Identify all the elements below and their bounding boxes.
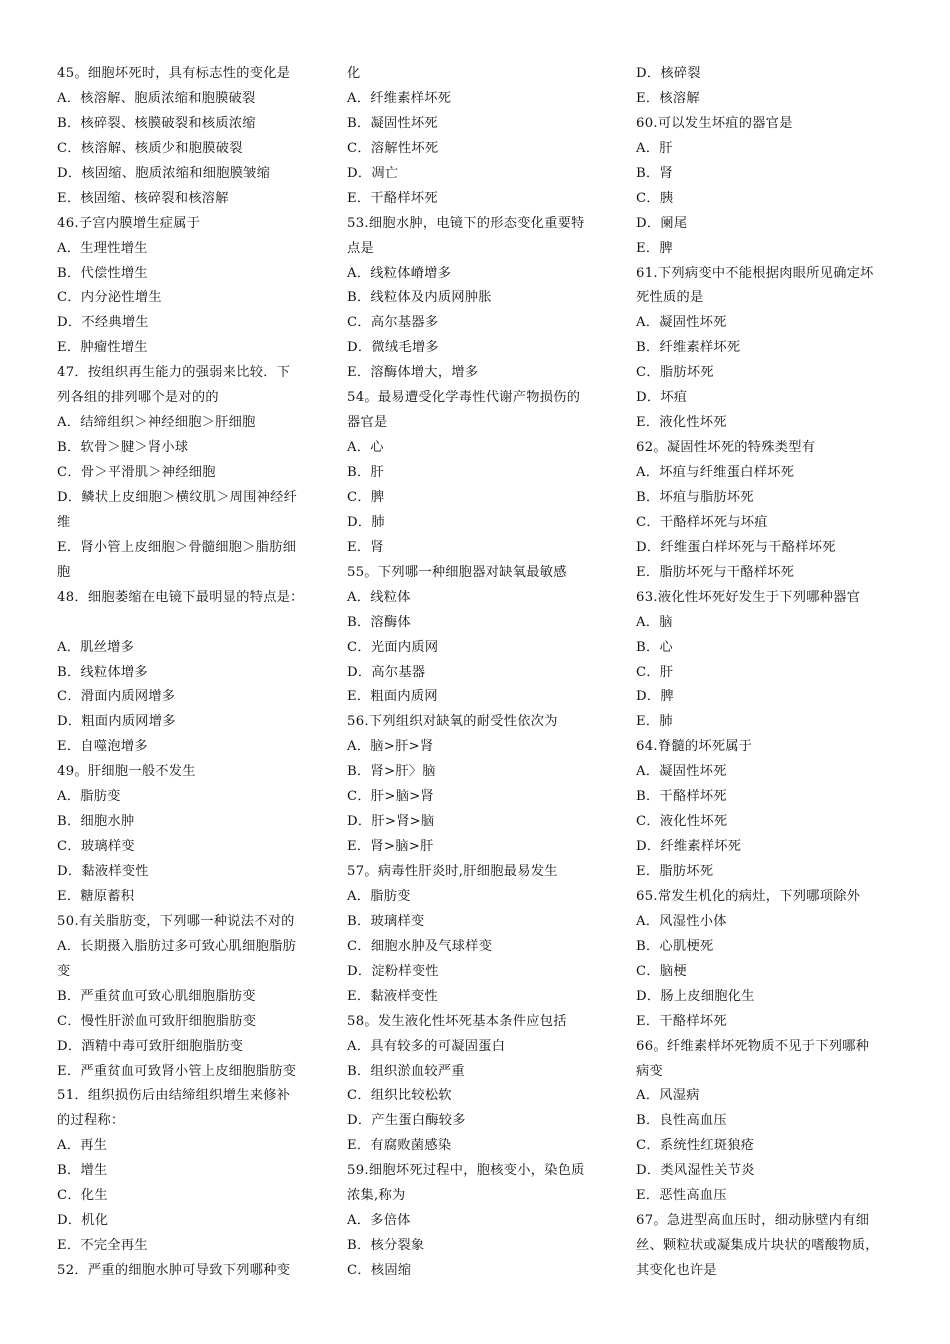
text-line: 65.常发生机化的病灶，下列哪项除外 [636, 888, 861, 904]
text-line: 56.下列组织对缺氧的耐受性依次为 [347, 714, 558, 730]
text-line: B．心 [636, 639, 673, 655]
text-line: E．肾 [347, 539, 384, 555]
text-line: D．鳞状上皮细胞＞横纹肌＞周围神经纤 [57, 489, 298, 505]
text-line: A．凝固性坏死 [636, 315, 727, 331]
text-line: C．脂肪坏死 [636, 365, 714, 381]
text-line: B．溶酶体 [347, 614, 411, 630]
text-line: 67。急进型高血压时，细动脉壁内有细 [636, 1213, 870, 1229]
text-line: D．肺 [347, 514, 385, 530]
text-line: E．脂肪坏死 [636, 864, 714, 879]
text-line: B．坏疽与脂肪坏死 [636, 489, 754, 505]
text-line: A．脑 [636, 614, 673, 630]
text-line: E．有腐败菌感染 [347, 1138, 452, 1154]
text-line: C．高尔基器多 [347, 315, 439, 331]
text-line: 46.子宫内膜增生症属于 [57, 215, 201, 231]
text-line: A．多倍体 [347, 1213, 411, 1229]
text-line: 病变 [636, 1063, 663, 1079]
text-line: E．自噬泡增多 [57, 739, 148, 755]
text-line: E．干酪样坏死 [636, 1013, 727, 1029]
text-line: B．玻璃样变 [347, 913, 425, 929]
text-line: C．细胞水肿及气球样变 [347, 938, 493, 954]
text-line: E．肾小管上皮细胞＞骨髓细胞＞脂肪细 [57, 539, 297, 555]
text-line: 变 [57, 963, 71, 979]
text-line: 胞 [57, 564, 71, 580]
text-line: 48．细胞萎缩在电镜下最明显的特点是： [57, 589, 304, 605]
text-line: E．液化性坏死 [636, 415, 727, 431]
text-line: 49。肝细胞一般不发生 [57, 764, 196, 780]
text-line: E．不完全再生 [57, 1238, 148, 1254]
text-line: C．干酪样坏死与坏疽 [636, 514, 768, 530]
text-line: B．代偿性增生 [57, 265, 148, 281]
text-line: 丝、颗粒状或凝集成片块状的嗜酸物质， [636, 1238, 879, 1254]
text-line: 58。发生液化性坏死基本条件应包括 [347, 1013, 567, 1029]
text-line: 52．严重的细胞水肿可导致下列哪种变 [57, 1263, 291, 1278]
text-column-2 [347, 62, 609, 1284]
text-line: 62。凝固性坏死的特殊类型有 [636, 440, 816, 456]
text-line: A．线粒体 [347, 589, 411, 605]
text-line: A．脑>肝>肾 [347, 739, 434, 755]
text-line: A．坏疽与纤维蛋白样坏死 [636, 465, 795, 480]
text-line: E．黏液样变性 [347, 988, 438, 1004]
text-line: 59.细胞坏死过程中，胞核变小，染色质 [347, 1163, 585, 1179]
text-line [57, 611, 319, 636]
text-line: D．微绒毛增多 [347, 340, 439, 356]
text-line: D．类风湿性关节炎 [636, 1163, 755, 1179]
text-line: A．脂肪变 [57, 789, 121, 805]
text-line: 51．组织损伤后由结缔组织增生来修补 [57, 1088, 291, 1104]
text-line: E．核溶解 [636, 90, 700, 106]
text-line: 浓集,称为 [347, 1188, 406, 1204]
text-line: D．机化 [57, 1213, 109, 1229]
text-line: C．系统性红斑狼疮 [636, 1138, 755, 1154]
text-line: D．产生蛋白酶较多 [347, 1113, 466, 1129]
text-line: B．凝固性坏死 [347, 115, 438, 131]
text-line: A．纤维素样坏死 [347, 90, 452, 106]
text-line: 57。病毒性肝炎时,肝细胞最易发生 [347, 864, 558, 879]
text-line: C．核固缩 [347, 1263, 412, 1278]
text-column-3 [636, 62, 898, 1284]
text-line: 化 [347, 66, 361, 81]
text-line: B．组织淤血较严重 [347, 1063, 465, 1079]
text-line: E．严重贫血可致肾小管上皮细胞脂肪变 [57, 1063, 297, 1079]
text-line: 55。下列哪一种细胞器对缺氧最敏感 [347, 564, 567, 580]
text-line: E．脂肪坏死与干酪样坏死 [636, 564, 795, 580]
text-line: D．核固缩、胞质浓缩和细胞膜皱缩 [57, 165, 271, 181]
text-line: E．肿瘤性增生 [57, 340, 148, 356]
text-line: A．核溶解、胞质浓缩和胞膜破裂 [57, 90, 256, 106]
text-line: 66。纤维素样坏死物质不见于下列哪种 [636, 1038, 870, 1054]
text-line: C．内分泌性增生 [57, 290, 162, 306]
text-line: A．凝固性坏死 [636, 764, 727, 780]
text-line: C．液化性坏死 [636, 814, 728, 830]
text-line: D．坏疽 [636, 390, 688, 406]
text-line: B．核分裂象 [347, 1238, 425, 1254]
text-line: E．脾 [636, 240, 673, 256]
text-line: 47．按组织再生能力的强弱来比较．下 [57, 365, 291, 381]
text-line: C．溶解性坏死 [347, 140, 439, 156]
text-line: D．核碎裂 [636, 66, 701, 81]
text-line: B．软骨＞腱＞肾小球 [57, 440, 189, 456]
text-line: B．核碎裂、核膜破裂和核质浓缩 [57, 115, 256, 131]
text-line: 器官是 [347, 415, 388, 431]
text-line: C．脑梗 [636, 963, 687, 979]
text-line: 63.液化性坏死好发生于下列哪种器官 [636, 589, 861, 605]
text-line: A．具有较多的可凝固蛋白 [347, 1038, 506, 1054]
text-line: B．纤维素样坏死 [636, 340, 741, 356]
text-line: D．脾 [636, 689, 674, 705]
text-line: 53.细胞水肿，电镜下的形态变化重要特 [347, 215, 585, 231]
text-line: B．心肌梗死 [636, 938, 714, 954]
text-line: D．肝>肾>脑 [347, 814, 435, 830]
text-line: D．凋亡 [347, 165, 399, 181]
text-line: D．淀粉样变性 [347, 963, 439, 979]
text-line: 死性质的是 [636, 290, 704, 306]
text-line: D．阑尾 [636, 215, 688, 231]
text-line: B．肾 [636, 165, 673, 181]
text-line: A．脂肪变 [347, 888, 411, 904]
text-line: A．风湿性小体 [636, 913, 727, 929]
text-line: 其变化也许是 [636, 1263, 717, 1278]
text-line: 54。最易遭受化学毒性代谢产物损伤的 [347, 390, 581, 406]
text-line: C．肝>脑>肾 [347, 789, 435, 805]
text-line: 64.脊髓的坏死属于 [636, 739, 753, 755]
text-line: A．线粒体嵴增多 [347, 265, 452, 281]
text-line: B．严重贫血可致心肌细胞脂肪变 [57, 988, 256, 1004]
text-line: C．肝 [636, 664, 674, 680]
text-line: E．核固缩、核碎裂和核溶解 [57, 190, 229, 206]
text-line: 列各组的排列哪个是对的的 [57, 390, 219, 406]
text-line: 维 [57, 514, 71, 530]
text-line: C．胰 [636, 190, 674, 206]
text-line: B．肾>肝〉脑 [347, 764, 436, 780]
text-line: B．细胞水肿 [57, 814, 135, 830]
text-line: C．骨＞平滑肌＞神经细胞 [57, 465, 216, 480]
text-line: D．酒精中毒可致肝细胞脂肪变 [57, 1038, 244, 1054]
text-line: A．结缔组织＞神经细胞＞肝细胞 [57, 415, 256, 431]
text-line: C．核溶解、核质少和胞膜破裂 [57, 140, 243, 156]
text-line: E．粗面内质网 [347, 689, 438, 705]
text-line: D．纤维素样坏死 [636, 839, 742, 855]
text-line: A．风湿病 [636, 1088, 700, 1104]
text-line: A．再生 [57, 1138, 108, 1154]
text-column-1 [57, 62, 319, 1284]
text-line: D．纤维蛋白样坏死与干酪样坏死 [636, 539, 836, 555]
text-line: C．光面内质网 [347, 639, 439, 655]
text-line: 50.有关脂肪变，下列哪一种说法不对的 [57, 913, 295, 929]
text-line: C．组织比较松软 [347, 1088, 452, 1104]
text-line: C．脾 [347, 489, 385, 505]
text-line: D．肠上皮细胞化生 [636, 988, 755, 1004]
text-line: D．高尔基器 [347, 664, 426, 680]
text-line: B．线粒体及内质网肿胀 [347, 290, 492, 306]
text-line: C．慢性肝淤血可致肝细胞脂肪变 [57, 1013, 257, 1029]
text-line: B．增生 [57, 1163, 108, 1179]
text-line: E．溶酶体增大，增多 [347, 365, 479, 381]
text-line: E．干酪样坏死 [347, 190, 438, 206]
text-line: E．恶性高血压 [636, 1188, 727, 1204]
text-line: D．黏液样变性 [57, 864, 149, 879]
text-line: A．心 [347, 440, 384, 456]
text-line: 61.下列病变中不能根据肉眼所见确定坏 [636, 265, 874, 281]
text-line: E．肾>脑>肝 [347, 839, 434, 855]
text-line: B．干酪样坏死 [636, 789, 727, 805]
text-line: C．玻璃样变 [57, 839, 135, 855]
text-line: D．粗面内质网增多 [57, 714, 176, 730]
text-line: 的过程称： [57, 1113, 125, 1129]
text-line: A．肝 [636, 140, 673, 156]
text-line: E．糖原蓄积 [57, 888, 135, 904]
text-line: A．长期摄入脂肪过多可致心肌细胞脂肪 [57, 938, 297, 954]
text-line: B．线粒体增多 [57, 664, 148, 680]
text-line: C．滑面内质网增多 [57, 689, 176, 705]
text-line: 点是 [347, 240, 374, 256]
text-line: D．不经典增生 [57, 315, 149, 331]
text-line: C．化生 [57, 1188, 108, 1204]
text-line: A．肌丝增多 [57, 639, 135, 655]
text-line: E．肺 [636, 714, 673, 730]
text-line: B．良性高血压 [636, 1113, 727, 1129]
text-line: 60.可以发生坏疽的器官是 [636, 115, 793, 131]
text-line: B．肝 [347, 465, 384, 480]
text-line: A．生理性增生 [57, 240, 148, 256]
text-line: 45。细胞坏死时，具有标志性的变化是 [57, 66, 291, 81]
